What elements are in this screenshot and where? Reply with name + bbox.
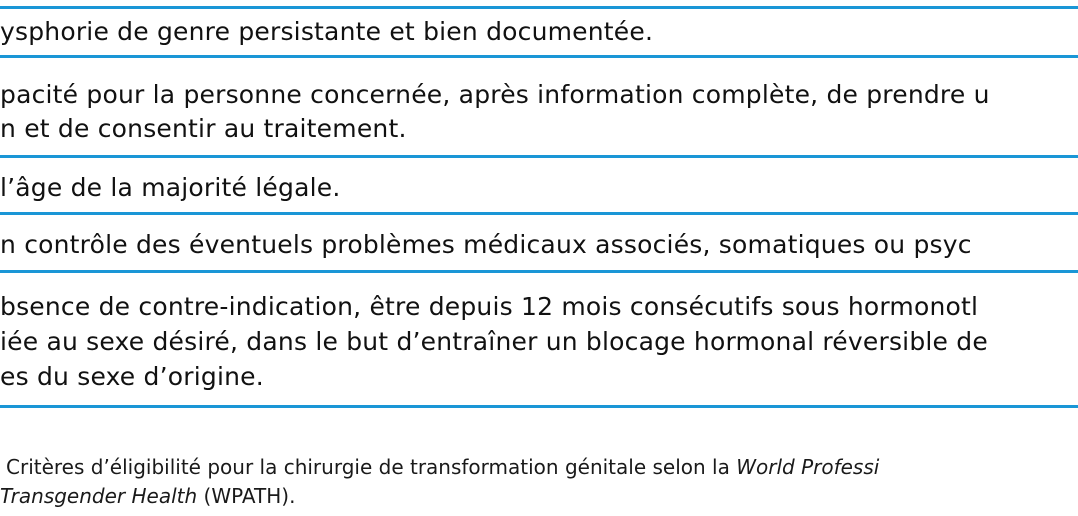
criterion-5-line-1: bsence de contre-indication, être depuis 12 mois consécutifs sous hormonotl	[0, 292, 979, 321]
caption-italic-org: World Professi	[736, 455, 880, 479]
row-divider	[0, 212, 1078, 215]
criterion-1-line-1: ysphorie de genre persistante et bien documentée.	[0, 17, 654, 46]
table-caption-line-2	[0, 482, 295, 510]
criterion-2-line-1: pacité pour la personne concernée, après information complète, de prendre u	[0, 80, 990, 109]
caption-italic-org-cont: Transgender Health	[0, 484, 198, 508]
caption-acronym: (WPATH).	[197, 484, 296, 508]
table-top-rule	[0, 6, 1078, 9]
table-caption-line-1	[6, 453, 879, 481]
criterion-4-line-1: n contrôle des éventuels problèmes médicaux associés, somatiques ou psyc	[0, 230, 972, 259]
caption-text: Critères d’éligibilité pour la chirurgie de transformation génitale selon la	[6, 455, 737, 479]
row-divider	[0, 55, 1078, 58]
row-divider	[0, 155, 1078, 158]
table-bottom-rule	[0, 405, 1078, 408]
criterion-5-line-2: iée au sexe désiré, dans le but d’entraîner un blocage hormonal réversible de	[0, 327, 988, 356]
criterion-2-line-2: n et de consentir au traitement.	[0, 114, 407, 143]
row-divider	[0, 270, 1078, 273]
criterion-5-line-3: es du sexe d’origine.	[0, 362, 264, 391]
criterion-3-line-1: l’âge de la majorité légale.	[0, 173, 341, 202]
